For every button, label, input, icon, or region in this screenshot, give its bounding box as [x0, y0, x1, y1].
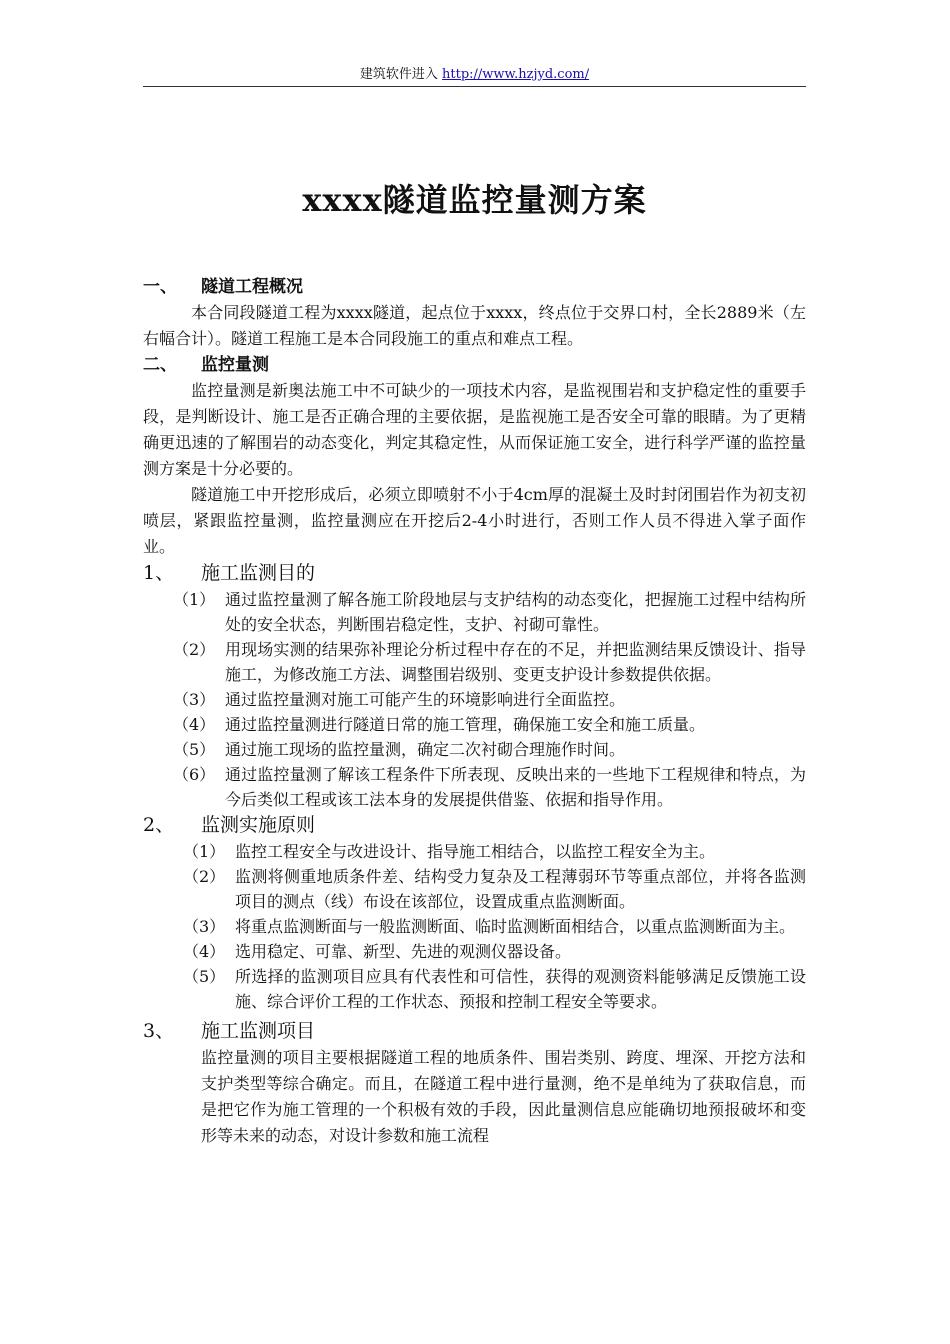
subsection-heading-purpose [143, 560, 806, 587]
list-item [183, 939, 806, 964]
list-text: 选用稳定、可靠、新型、先进的观测仪器设备。 [235, 942, 572, 961]
subsection-title: 施工监测目的 [201, 562, 316, 584]
list-marker: （5） [173, 740, 216, 759]
list-item [173, 637, 806, 687]
list-item [173, 687, 806, 712]
list-marker: （4） [173, 715, 216, 734]
list-text: 所选择的监测项目应具有代表性和可信性，获得的观测资料能够满足反馈施工设施、综合评价工程的工作状态、预报和控制工程安全等要求。 [235, 967, 806, 1011]
list-text: 通过监控量测了解各施工阶段地层与支护结构的动态变化，把握施工过程中结构所处的安全状态，判断围岩稳定性，支护、衬砌可靠性。 [225, 590, 806, 634]
subsection-number: 3、 [143, 1020, 175, 1042]
list-item [173, 737, 806, 762]
list-item [173, 712, 806, 737]
subsection-heading-items [143, 1018, 806, 1045]
paragraph: 本合同段隧道工程为xxxx隧道，起点位于xxxx，终点位于交界口村，全长2889米（左右幅合计）。隧道工程施工是本合同段施工的重点和难点工程。 [143, 303, 806, 348]
list-item [173, 762, 806, 812]
subsection-number: 2、 [143, 814, 175, 836]
list-text: 通过监控量测进行隧道日常的施工管理，确保施工安全和施工质量。 [225, 715, 706, 734]
list-marker: （5） [183, 967, 226, 986]
document-title: xxxx隧道监控量测方案 [302, 181, 647, 219]
list-marker: （3） [173, 690, 216, 709]
section-number: 二、 [143, 355, 177, 375]
list-text: 将重点监测断面与一般监测断面、临时监测断面相结合，以重点监测断面为主。 [235, 917, 796, 936]
principles-list [143, 839, 806, 1014]
subsection-title: 施工监测项目 [201, 1020, 316, 1042]
paragraph: 监控量测是新奥法施工中不可缺少的一项技术内容，是监视围岩和支护稳定性的重要手段，是判断设计、施工是否正确合理的主要依据，是监视施工是否安全可靠的眼睛。为了更精确更迅速的了解围岩的动态变化，判定其稳定性，从而保证施工安全，进行科学严谨的监控量测方案是十分必要的。 [143, 381, 806, 478]
paragraph: 监控量测的项目主要根据隧道工程的地质条件、围岩类别、跨度、埋深、开挖方法和支护类型等综合确定。而且，在隧道工程中进行量测，绝不是单纯为了获取信息，而是把它作为施工管理的一个积极有效的手段，因此量测信息应能确切地预报破坏和变形等未来的动态，对设计参数和施工流程 [201, 1048, 806, 1145]
list-item [183, 864, 806, 914]
list-item [173, 587, 806, 637]
subsection-heading-principles [143, 812, 806, 839]
section-title: 监控量测 [201, 355, 269, 375]
list-marker: （2） [183, 867, 226, 886]
section-heading-monitoring [143, 352, 806, 378]
list-text: 通过监控量测对施工可能产生的环境影响进行全面监控。 [225, 690, 626, 709]
subsection-title: 监测实施原则 [201, 814, 316, 836]
list-marker: （6） [173, 765, 216, 784]
section-heading-overview [143, 274, 806, 300]
document-body [143, 274, 806, 1149]
list-marker: （2） [173, 640, 216, 659]
list-text: 通过施工现场的监控量测，确定二次衬砌合理施作时间。 [225, 740, 626, 759]
page-header [143, 66, 806, 84]
list-marker: （1） [183, 842, 226, 861]
header-divider [143, 86, 806, 87]
list-marker: （3） [183, 917, 226, 936]
subsection-number: 1、 [143, 562, 175, 584]
list-marker: （4） [183, 942, 226, 961]
list-item [183, 839, 806, 864]
section-number: 一、 [143, 277, 177, 297]
list-text: 监控工程安全与改进设计、指导施工相结合，以监控工程安全为主。 [235, 842, 716, 861]
paragraph: 隧道施工中开挖形成后，必须立即喷射不小于4cm厚的混凝土及时封闭围岩作为初支初喷层，紧跟监控量测，监控量测应在开挖后2-4小时进行，否则工作人员不得进入掌子面作业。 [143, 485, 806, 556]
list-text: 监测将侧重地质条件差、结构受力复杂及工程薄弱环节等重点部位，并将各监测项目的测点（线）布设在该部位，设置成重点监测断面。 [235, 867, 806, 911]
section-title: 隧道工程概况 [201, 277, 303, 297]
purpose-list [143, 587, 806, 812]
header-prefix: 建筑软件进入 [359, 67, 442, 82]
list-marker: （1） [173, 590, 216, 609]
list-text: 通过监控量测了解该工程条件下所表现、反映出来的一些地下工程规律和特点，为今后类似工程或该工法本身的发展提供借鉴、依据和指导作用。 [225, 765, 806, 809]
list-item [183, 964, 806, 1014]
list-item [183, 914, 806, 939]
list-text: 用现场实测的结果弥补理论分析过程中存在的不足，并把监测结果反馈设计、指导施工，为修改施工方法、调整围岩级别、变更支护设计参数提供依据。 [225, 640, 806, 684]
header-link[interactable]: http://www.hzjyd.com/ [442, 67, 590, 82]
